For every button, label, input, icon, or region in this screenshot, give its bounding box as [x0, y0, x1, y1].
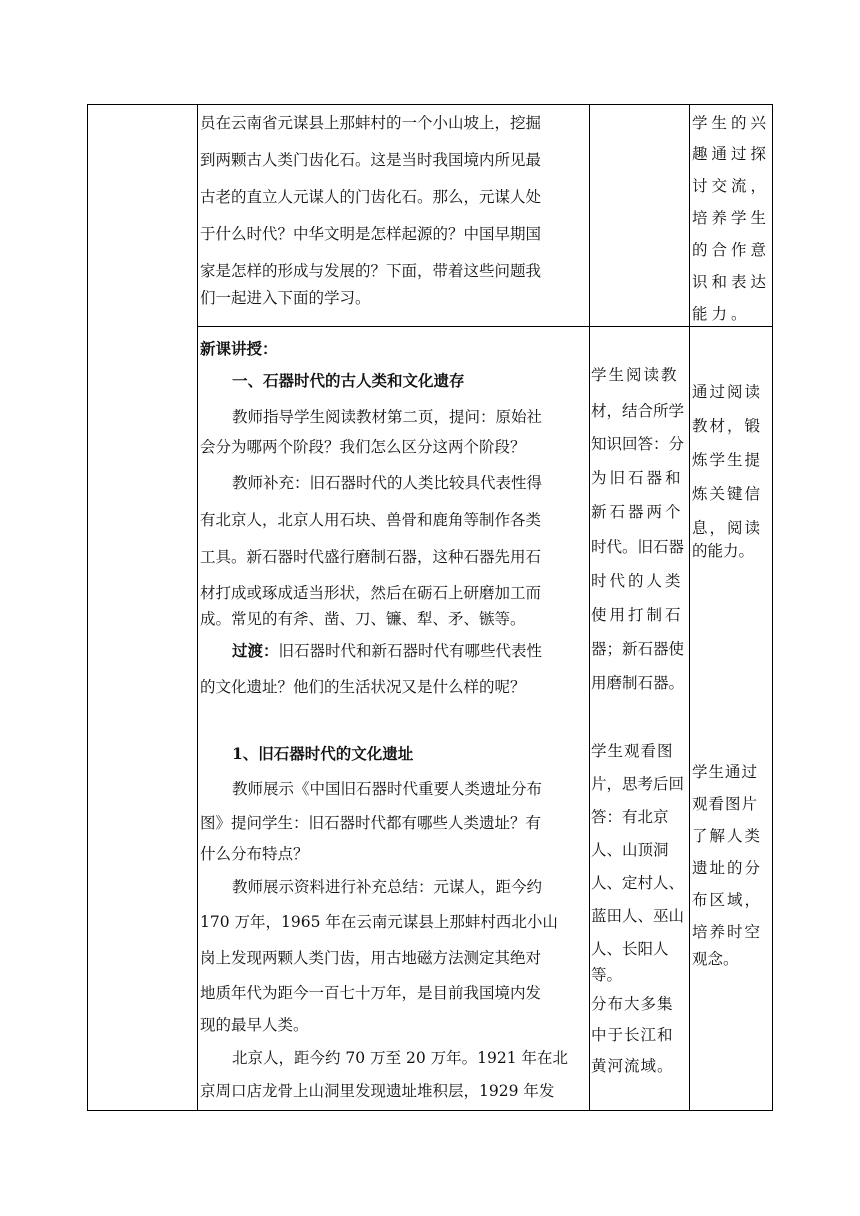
design-intent-line: 通过阅读: [692, 383, 763, 401]
row1-content-line: 到两颗古人类门齿化石。这是当时我国境内所见最: [200, 151, 542, 169]
design-intent-line: 炼学生提: [692, 451, 763, 469]
row1-intent-line: 学生的兴: [692, 114, 771, 132]
para2-line: 材打成或琢成适当形状，然后在砺石上研磨加工而: [200, 584, 542, 602]
student-activity-line: 用磨制石器。: [591, 674, 685, 692]
transition-label: 过渡：: [232, 641, 279, 660]
para2-line: 教师补充：旧石器时代的人类比较具代表性得: [232, 474, 543, 492]
student-activity-line: 分布大多集: [591, 995, 674, 1013]
section1-title: 一、石器时代的古人类和文化遗存: [232, 371, 465, 390]
para4-line: 170 万年，1965 年在云南元谋县上那蚌村西北小山: [200, 913, 558, 931]
row1-content-line: 员在云南省元谋县上那蚌村的一个小山坡上，挖掘: [200, 114, 542, 132]
student-activity-line: 器；新石器使: [591, 640, 685, 658]
row1-intent-cell: [690, 105, 772, 325]
para5-line: 北京人，距今约 70 万至 20 万年。1921 年在北: [232, 1049, 569, 1067]
row2-content-cell: [198, 327, 588, 1109]
student-activity-line: 蓝田人、巫山: [591, 907, 685, 925]
student-activity-line: 学生观看图: [591, 742, 674, 760]
new-lesson-heading: 新课讲授：: [200, 339, 278, 358]
student-activity-line: 时代的人类: [591, 572, 684, 590]
table-border-bottom: [87, 1110, 773, 1111]
para4-line: 岗上发现两颗人类门齿，用古地磁方法测定其绝对: [200, 949, 542, 967]
transition-line: [232, 641, 542, 661]
para1-line: 教师指导学生阅读教材第二页，提问：原始社: [232, 408, 543, 426]
student-activity-line: 片，思考后回: [591, 775, 685, 793]
design-intent-line: 遗址的分: [692, 859, 763, 877]
design-intent-line: 观念。: [692, 950, 739, 968]
student-activity-line: 知识回答：分: [591, 435, 685, 453]
design-intent-line: 观看图片: [692, 795, 759, 813]
row1-intent-line: 能力。: [692, 305, 751, 323]
student-activity-line: 为旧石器和: [591, 469, 684, 487]
student-activity-line: 时代。旧石器: [591, 538, 685, 556]
design-intent-line: 培养时空: [692, 923, 763, 941]
row2-intent-cell: [690, 327, 772, 1109]
student-activity-line: 人、长阳人: [591, 940, 669, 958]
row1-intent-line: 识和表达: [692, 273, 771, 291]
para2-line: 工具。新石器时代盛行磨制石器，这种石器先用石: [200, 548, 542, 566]
para3-line: 什么分布特点？: [200, 845, 309, 863]
student-activity-line: 答：有北京: [591, 808, 669, 826]
subsection1-title: 1、旧石器时代的文化遗址: [232, 744, 414, 763]
student-activity-line: 等。: [591, 966, 623, 984]
design-intent-line: 学生通过: [692, 763, 759, 781]
student-activity-line: 人、山顶洞: [591, 841, 669, 859]
row1-intent-line: 培养学生: [692, 209, 771, 227]
design-intent-line: 炼关键信: [692, 485, 763, 503]
para4-line: 现的最早人类。: [200, 1016, 309, 1034]
row1-intent-line: 的合作意: [692, 241, 771, 259]
student-activity-line: 新石器两个: [591, 503, 684, 521]
para4-line: 教师展示资料进行补充总结：元谋人，距今约: [232, 878, 543, 896]
row1-content-line: 们一起进入下面的学习。: [200, 289, 371, 307]
transition-text: 旧石器时代和新石器时代有哪些代表性: [278, 642, 543, 660]
design-intent-line: 了解人类: [692, 827, 763, 845]
para3-line: 图》提问学生：旧石器时代都有哪些人类遗址？有: [200, 814, 542, 832]
student-activity-line: 人、定村人、: [591, 874, 685, 892]
table-border-right: [772, 104, 773, 1111]
row1-intent-line: 讨交流，: [692, 177, 771, 195]
para5-line: 京周口店龙骨上山洞里发现遗址堆积层，1929 年发: [200, 1082, 555, 1100]
student-activity-line: 黄河流域。: [591, 1057, 674, 1075]
design-intent-line: 息，阅读: [692, 519, 763, 537]
para3-line: 教师展示《中国旧石器时代重要人类遗址分布: [232, 780, 543, 798]
transition-line: 的文化遗址？他们的生活状况又是什么样的呢？: [200, 678, 526, 696]
design-intent-line: 的能力。: [692, 542, 755, 560]
student-activity-line: 中于长江和: [591, 1026, 674, 1044]
student-activity-line: 学生阅读教: [591, 366, 679, 384]
row1-content-line: 于什么时代？中华文明是怎样起源的？中国早期国: [200, 225, 542, 243]
table-border-left: [87, 104, 88, 1111]
para2-line: 成。常见的有斧、凿、刀、镰、犁、矛、镞等。: [200, 610, 526, 628]
student-activity-line: 材，结合所学: [591, 402, 685, 420]
design-intent-line: 布区域，: [692, 891, 763, 909]
row1-content-line: 家是怎样的形成与发展的？下面，带着这些问题我: [200, 262, 542, 280]
student-activity-line: 使用打制石: [591, 606, 684, 624]
para1-line: 会分为哪两个阶段？我们怎么区分这两个阶段？: [200, 438, 526, 456]
para2-line: 有北京人，北京人用石块、兽骨和鹿角等制作各类: [200, 511, 542, 529]
row1-content-line: 古老的直立人元谋人的门齿化石。那么，元谋人处: [200, 188, 542, 206]
para4-line: 地质年代为距今一百七十万年，是目前我国境内发: [200, 984, 542, 1002]
row2-student-cell: [590, 327, 688, 1109]
row1-content-cell: [198, 105, 588, 325]
row1-intent-line: 趣通过探: [692, 145, 771, 163]
design-intent-line: 教材，锻: [692, 417, 763, 435]
